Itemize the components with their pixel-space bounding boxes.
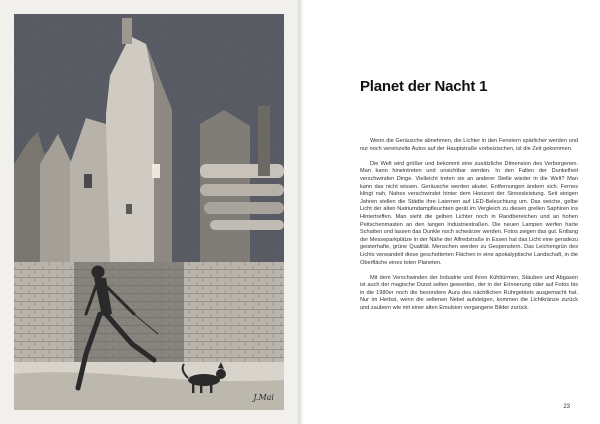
page-number: 23 — [563, 404, 570, 410]
pipe-1 — [200, 164, 284, 178]
pipe-4 — [210, 220, 284, 230]
paragraph: Wenn die Geräusche abnehmen, die Lichter in den Fenstern spärlicher werden und nur noch vereinzelte Autos auf der Hauptstraße vorbeizischen, ist die Zeit gekommen. — [360, 138, 578, 152]
body-text — [360, 138, 578, 313]
building-tall-window-2 — [126, 204, 132, 214]
paragraph: Die Welt wird größer und bekommt eine zusätzliche Dimension des Verborgenen. Man kann hineintreten und unsichtbar werden. In den Falten der Dunkelheit verschwinden Dinge. Vielleicht treten sie an anderer Stelle wieder in die Welt? Man kann das nicht wissen. Geräusche werden akuter. Entfernungen ändern sich. Fernes klingt nah, Nahes verschwindet hinter dem Horizont der Sinnesleistung. Seit einigen Jahren stellen die Städte ihre Laternen auf LED-Beleuchtung um. Das weiche, gelbe Licht der alten Natriumdampfleuchten gerät im Vergleich zu diesen grellen Saphiren ins Hintertreffen. Man sieht die gelben Lichter noch in Randbereichen und an hohen Peitschenmasten an den langen Industriestraßen. Die neuen Lampen werfen harte Schatten und lassen das Dunkle noch schwärzer werden. Fotos zeigen das gut. Entlang der Messeparkplätze in der Nähe der Alfredstraße in Essen hat das Licht eine geradezu geisterhafte, grüne Qualität. Menschen werden zu Gespenstern. Das Leichengrün des Lichts verwandelt diese geschotterten Flächen in eine apokalyptische Landschaft, in die Oberfläche eines toten Planeten. — [360, 160, 578, 266]
paragraph: Mit dem Verschwinden der Industrie und ihren Kühltürmen, Stäuben und Abgasen ist auch der magische Dunst selten geworden, der in der Erinnerung oder auf Fotos bis in die 1980er noch die besondere Aura des nächtlichen Ruhrgebiets ausgemacht hat. Nur im Herbst, wenn die seltenen Nebel aufsteigen, kommen die Lichtkränze zurück und zaubern wie mit einer alten Emulsion vergangene Bilder zurück. — [360, 274, 578, 312]
artist-signature: J.Mai — [253, 393, 274, 402]
chapter-title: Planet der Nacht 1 — [360, 78, 488, 95]
night-street-illustration — [14, 14, 284, 410]
illustration-drawing — [14, 14, 284, 410]
tower-right — [258, 106, 270, 176]
right-page — [304, 0, 600, 424]
building-mid-window — [84, 174, 92, 188]
building-tall-window — [152, 164, 160, 178]
pipe-2 — [200, 184, 284, 196]
pipe-3 — [204, 202, 284, 214]
building-tall-chimney — [122, 18, 132, 44]
